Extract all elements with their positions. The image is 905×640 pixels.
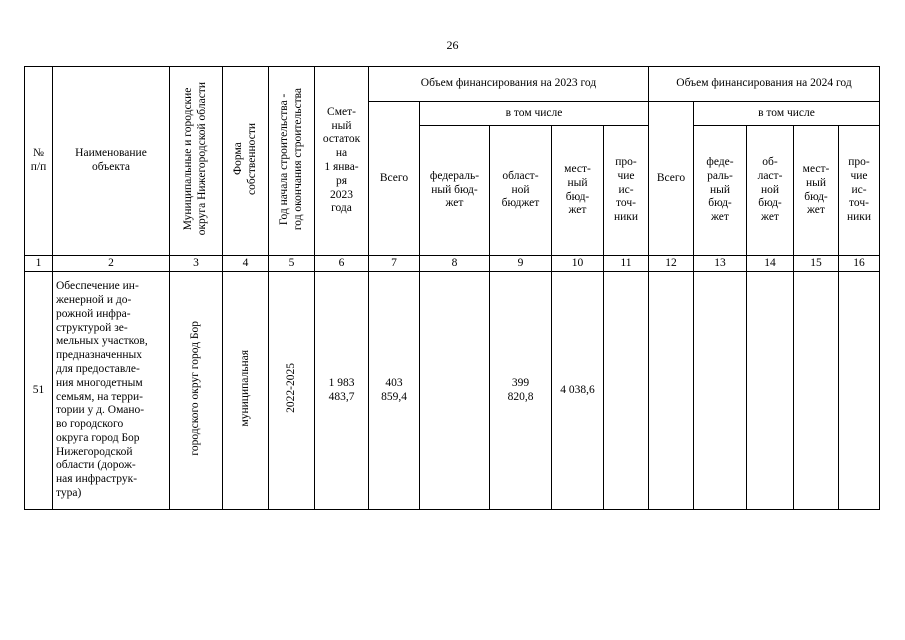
column-number: 14 — [747, 256, 794, 272]
total-2023-cell: 403 859,4 — [369, 272, 420, 510]
header-federal-2023: федераль- ный бюд- жет — [420, 126, 490, 256]
header-form: Форма собственности — [223, 67, 269, 256]
other-2024-cell — [839, 272, 880, 510]
header-regional-2023: област- ной бюджет — [490, 126, 552, 256]
header-municipality: Муниципальные и городские округа Нижегородской области — [170, 67, 223, 256]
column-number: 9 — [490, 256, 552, 272]
financing-table — [24, 66, 880, 510]
column-number: 7 — [369, 256, 420, 272]
other-2023-cell — [604, 272, 649, 510]
header-years: Год начала строительства - год окончания строительства — [269, 67, 315, 256]
page-number: 26 — [446, 38, 459, 52]
remainder-cell: 1 983 483,7 — [315, 272, 369, 510]
municipality-cell: городского округ город Бор — [170, 272, 223, 510]
column-number: 11 — [604, 256, 649, 272]
column-number: 3 — [170, 256, 223, 272]
column-number: 15 — [794, 256, 839, 272]
federal-2023-cell — [420, 272, 490, 510]
table-row — [25, 272, 880, 510]
column-number: 2 — [53, 256, 170, 272]
column-number: 1 — [25, 256, 53, 272]
header-including-2023: в том числе — [420, 102, 649, 126]
total-2024-cell — [649, 272, 694, 510]
column-number-row — [25, 256, 880, 272]
construction-years-cell: 2022-2025 — [269, 272, 315, 510]
ownership-form-cell: муниципальная — [223, 272, 269, 510]
row-num: 51 — [25, 272, 53, 510]
local-2024-cell — [794, 272, 839, 510]
header-num: № п/п — [25, 67, 53, 256]
header-local-2023: мест- ный бюд- жет — [552, 126, 604, 256]
federal-2024-cell — [694, 272, 747, 510]
header-name: Наименование объекта — [53, 67, 170, 256]
header-total-2023: Всего — [369, 102, 420, 256]
header-other-2023: про- чие ис- точ- ники — [604, 126, 649, 256]
header-total-2024: Всего — [649, 102, 694, 256]
object-name: Обеспечение ин- женерной и до- рожной инфра- структурой зе- мельных участков, предназначенных для предоставле- ния многодетным семьям, на терри- тории у д. Омано- во городского округа город Бор Нижегородской области (дорож- ная инфраструк- тура) — [53, 272, 170, 510]
header-federal-2024: феде- раль- ный бюд- жет — [694, 126, 747, 256]
column-number: 8 — [420, 256, 490, 272]
header-regional-2024: об- ласт- ной бюд- жет — [747, 126, 794, 256]
column-number: 5 — [269, 256, 315, 272]
column-number: 12 — [649, 256, 694, 272]
header-other-2024: про- чие ис- точ- ники — [839, 126, 880, 256]
regional-2023-cell: 399 820,8 — [490, 272, 552, 510]
header-local-2024: мест- ный бюд- жет — [794, 126, 839, 256]
column-number: 13 — [694, 256, 747, 272]
header-remainder: Смет- ный остаток на 1 янва- ря 2023 года — [315, 67, 369, 256]
column-number: 10 — [552, 256, 604, 272]
header-fin-2024: Объем финансирования на 2024 год — [649, 67, 880, 102]
header-including-2024: в том числе — [694, 102, 880, 126]
local-2023-cell: 4 038,6 — [552, 272, 604, 510]
column-number: 4 — [223, 256, 269, 272]
column-number: 6 — [315, 256, 369, 272]
column-number: 16 — [839, 256, 880, 272]
regional-2024-cell — [747, 272, 794, 510]
header-fin-2023: Объем финансирования на 2023 год — [369, 67, 649, 102]
